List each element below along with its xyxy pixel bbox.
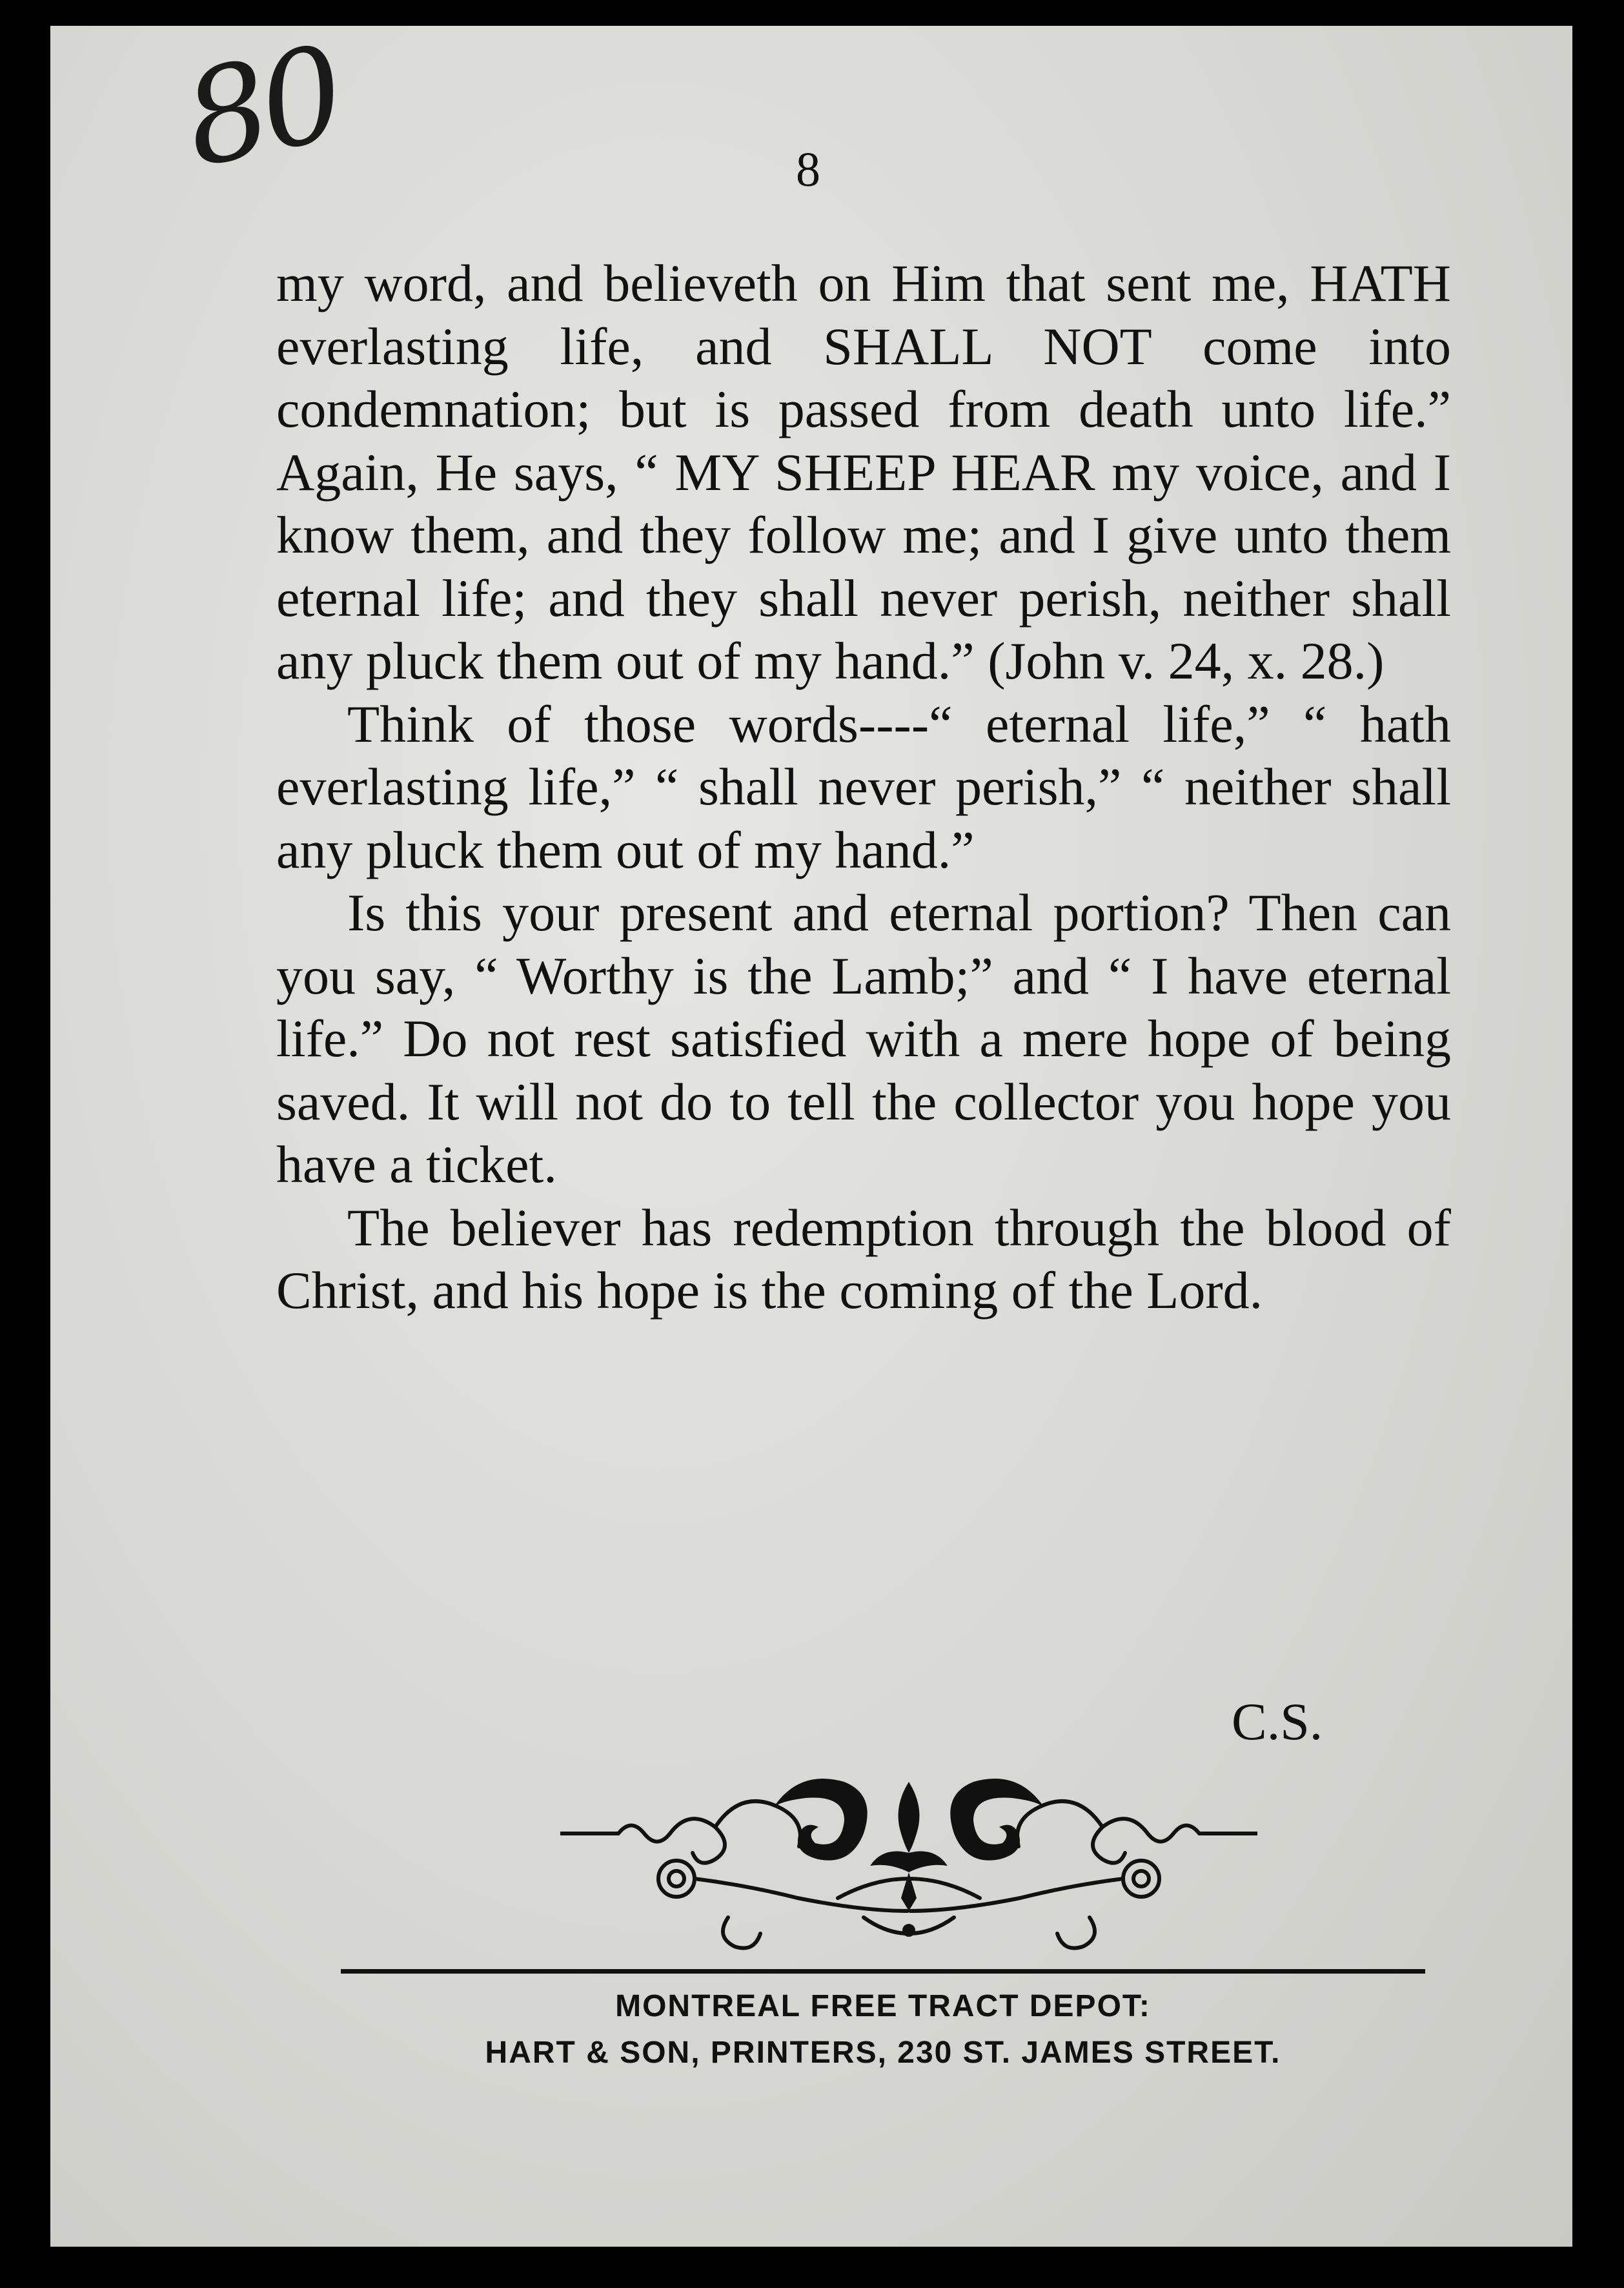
ornament-icon	[560, 1769, 1257, 1963]
document-page	[50, 18, 1572, 2247]
paragraph-1: my word, and believeth on Him that sent me, HATH everlasting life, and SHALL NOT come into condemnation; but is passed from death unto life.” Again, He says, “ MY SHEEP HEAR my voice, and I know them, and they follow me; and I give unto them eternal life; and they shall never perish, neither shall any pluck them out of my hand.” (John v. 24, x. 28.)	[276, 254, 1451, 690]
signature: C.S.	[1232, 1692, 1323, 1751]
paragraph-3: Is this your present and eternal portion? Then can you say, “ Worthy is the Lamb;” and “ I have eternal life.” Do not rest satisfied with a mere hope of being saved. It will not do to tell the collector you hope you have a ticket.	[276, 883, 1451, 1194]
handwritten-page-mark: 80	[172, 18, 352, 197]
footer-rule	[341, 1969, 1425, 1974]
body-text	[276, 252, 1451, 1322]
paragraph-4: The believer has redemption through the blood of Christ, and his hope is the coming of the Lord.	[276, 1198, 1451, 1320]
page-number: 8	[796, 143, 820, 197]
footer-publisher: MONTREAL FREE TRACT DEPOT:	[615, 1989, 1151, 2023]
paragraph-2: Think of those words----“ eternal life,” “ hath everlasting life,” “ shall never perish,” “ neither shall any pluck them out of my hand.”	[276, 694, 1451, 879]
footer-printer: HART & SON, PRINTERS, 230 ST. JAMES STREET.	[485, 2036, 1281, 2070]
